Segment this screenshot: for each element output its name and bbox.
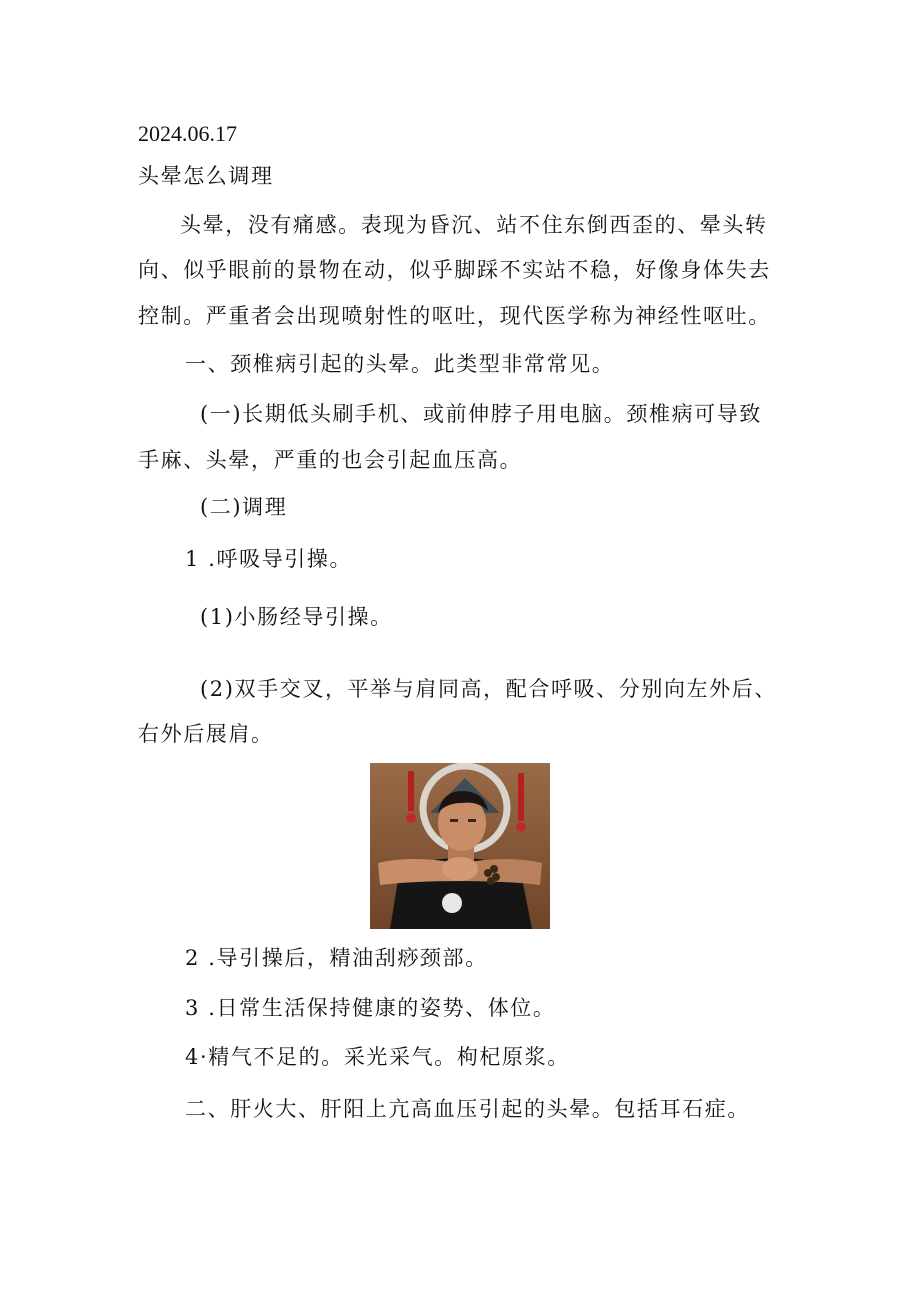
- exercise-photo-illustration: [370, 763, 550, 929]
- document-title: 头晕怎么调理: [138, 164, 274, 188]
- item-1: 1 .呼吸导引操。: [185, 547, 353, 571]
- item-1-2-line-1: (2)双手交叉，平举与肩同高，配合呼吸、分别向左外后、: [200, 677, 777, 701]
- section1-heading: 一、颈椎病引起的头晕。此类型非常常见。: [185, 352, 615, 376]
- item-1-1: (1)小肠经导引操。: [200, 605, 393, 629]
- section2-heading: 二、肝火大、肝阳上亢高血压引起的头晕。包括耳石症。: [185, 1097, 750, 1121]
- exercise-photo: [370, 763, 550, 929]
- intro-line-2: 向、似乎眼前的景物在动，似乎脚踩不实站不稳，好像身体失去: [138, 258, 771, 282]
- intro-line-3: 控制。严重者会出现喷射性的呕吐，现代医学称为神经性呕吐。: [138, 304, 771, 328]
- document-date: 2024.06.17: [138, 121, 237, 146]
- item-4: 4·精气不足的。采光采气。枸杞原浆。: [185, 1045, 570, 1069]
- item-1-2-line-2: 右外后展肩。: [138, 722, 274, 746]
- intro-line-1: 头晕，没有痛感。表现为昏沉、站不住东倒西歪的、晕头转: [180, 213, 768, 237]
- section1-cause-line-2: 手麻、头晕，严重的也会引起血压高。: [138, 448, 523, 472]
- item-3: 3 .日常生活保持健康的姿势、体位。: [185, 996, 556, 1020]
- item-2: 2 .导引操后，精油刮痧颈部。: [185, 946, 488, 970]
- section1-treatment-heading: (二)调理: [200, 495, 288, 519]
- section1-cause-line-1: (一)长期低头刷手机、或前伸脖子用电脑。颈椎病可导致: [200, 402, 762, 426]
